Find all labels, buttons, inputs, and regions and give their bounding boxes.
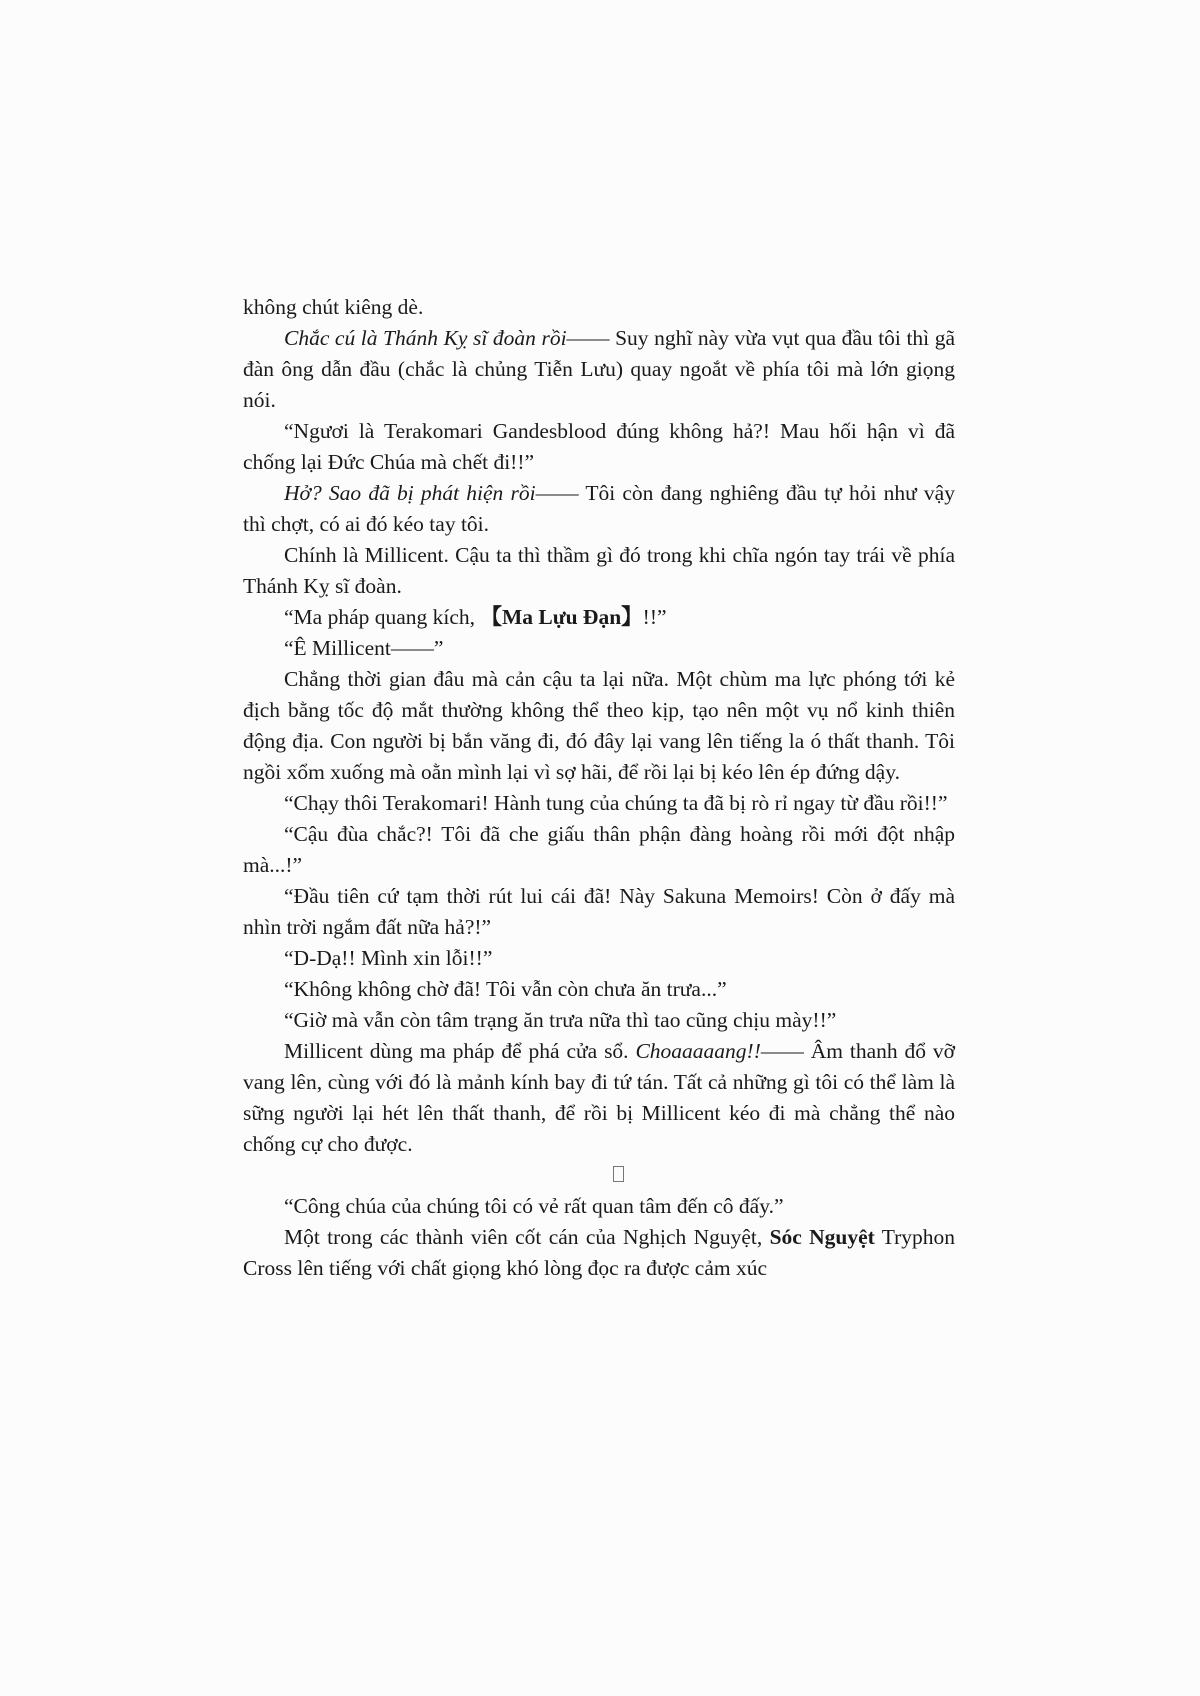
missing-glyph-box-icon (613, 1166, 624, 1182)
inner-thought-italic: Chắc cú là Thánh Kỵ sĩ đoàn rồi (284, 326, 567, 350)
spell-name-bold: 【Ma Lựu Đạn】 (480, 605, 643, 629)
paragraph: Một trong các thành viên cốt cán của Nghịch Nguyệt, Sóc Nguyệt Tryphon Cross lên tiếng với chất giọng khó lòng đọc ra được cảm xúc (243, 1225, 956, 1280)
dialogue-paragraph: “Đầu tiên cứ tạm thời rút lui cái đã! Này Sakuna Memoirs! Còn ở đấy mà nhìn trời ngắm đất nữa hả?!” (243, 884, 955, 939)
sound-effect-italic: Choaaaaang!! (635, 1039, 761, 1063)
dialogue-paragraph: “Cậu đùa chắc?! Tôi đã che giấu thân phận đàng hoàng rồi mới đột nhập mà...!” (243, 822, 955, 877)
paragraph: Chính là Millicent. Cậu ta thì thầm gì đó trong khi chĩa ngón tay trái về phía Thánh Kỵ sĩ đoàn. (243, 543, 955, 598)
dialogue-paragraph: “Chạy thôi Terakomari! Hành tung của chúng ta đã bị rò rỉ ngay từ đầu rồi!!” (284, 791, 948, 815)
book-page-body (243, 292, 955, 1284)
paragraph: Chẳng thời gian đâu mà cản cậu ta lại nữa. Một chùm ma lực phóng tới kẻ địch bằng tốc độ mắt thường không thể theo kịp, tạo nên một vụ nổ kinh thiên động địa. Con người bị bắn văng đi, đó đây lại vang lên tiếng la ó thất thanh. Tôi ngồi xổm xuống mà oằn mình lại vì sợ hãi, để rồi lại bị kéo lên ép đứng dậy. (243, 667, 955, 784)
title-bold: Sóc Nguyệt (769, 1225, 875, 1249)
dialogue-paragraph: “Ngươi là Terakomari Gandesblood đúng không hả?! Mau hối hận vì đã chống lại Đức Chúa mà chết đi!!” (243, 419, 955, 474)
paragraph: Millicent dùng ma pháp để phá cửa sổ. Choaaaaang!!—— Âm thanh đổ vỡ vang lên, cùng với đó là mảnh kính bay đi tứ tán. Tất cả những gì tôi có thể làm là sững người lại hét lên thất thanh, để rồi bị Millicent kéo đi mà chẳng thể nào chống cự cho được. (243, 1039, 955, 1156)
paragraph: không chút kiêng dè. (243, 295, 424, 319)
scene-break (243, 1160, 955, 1191)
dialogue-paragraph: “Không không chờ đã! Tôi vẫn còn chưa ăn trưa...” (284, 977, 727, 1001)
dialogue-paragraph: “Ma pháp quang kích, 【Ma Lựu Đạn】!!” (284, 605, 667, 629)
dialogue-paragraph: “Công chúa của chúng tôi có vẻ rất quan tâm đến cô đấy.” (284, 1194, 784, 1218)
dialogue-paragraph: “Ê Millicent——” (284, 636, 444, 660)
paragraph: Hở? Sao đã bị phát hiện rồi—— Tôi còn đang nghiêng đầu tự hỏi như vậy thì chợt, có ai đó kéo tay tôi. (243, 481, 955, 536)
dialogue-paragraph: “Giờ mà vẫn còn tâm trạng ăn trưa nữa thì tao cũng chịu mày!!” (284, 1008, 837, 1032)
paragraph: Chắc cú là Thánh Kỵ sĩ đoàn rồi—— Suy nghĩ này vừa vụt qua đầu tôi thì gã đàn ông dẫn đầu (chắc là chủng Tiễn Lưu) quay ngoắt về phía tôi mà lớn giọng nói. (243, 326, 955, 412)
inner-thought-italic: Hở? Sao đã bị phát hiện rồi (284, 481, 536, 505)
dialogue-paragraph: “D-Dạ!! Mình xin lỗi!!” (284, 946, 493, 970)
